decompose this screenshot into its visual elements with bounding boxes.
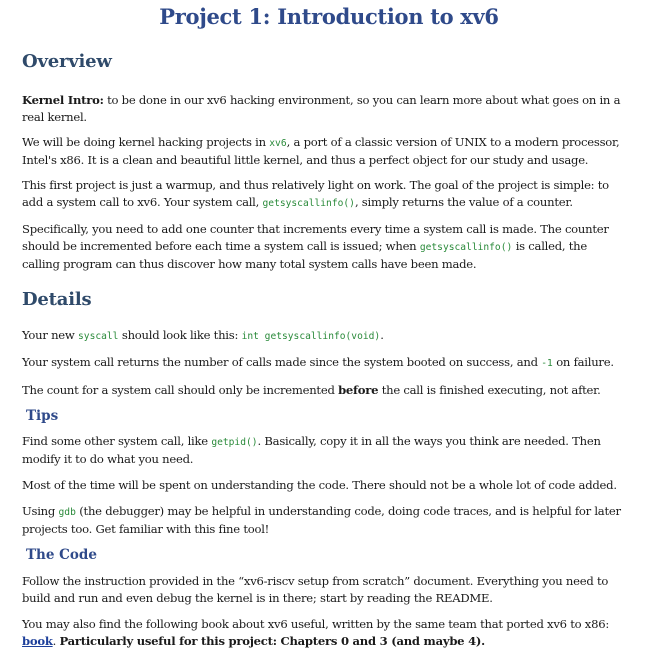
overview-paragraph-4: Specifically, you need to add one counter that increments every time a system call is made. The counter should be incremented before each time a system call is issued; when getsyscallinfo() is called, the calling program can thus discover how many total system calls have been made. [22,222,609,271]
xv6-code: xv6 [269,138,287,149]
syscall-code: syscall [78,331,119,342]
minus-one-code: -1 [541,358,553,369]
getpid-code: getpid() [211,437,258,448]
details-heading: Details [22,289,92,310]
details-paragraph-3: The count for a system call should only be incremented before the call is finished executing, not after. [22,383,601,397]
book-link[interactable]: book [22,634,53,648]
overview-paragraph-2: We will be doing kernel hacking projects in xv6, a port of a classic version of UNIX to a modern processor, Intel's x86. It is a clean and beautiful little kernel, and thus a perfect object for our study and usage. [22,135,620,167]
overview-heading: Overview [22,51,112,72]
chapters-note: Particularly useful for this project: Chapters 0 and 3 (and maybe 4). [59,634,485,648]
tips-heading: Tips [26,408,59,424]
gdb-code: gdb [58,507,76,518]
code-paragraph-1: Follow the instruction provided in the “xv6-riscv setup from scratch” document. Everything you need to build and run and even debug the kernel is in there; start by reading the README. [22,574,609,605]
overview-paragraph-3: This first project is just a warmup, and thus relatively light on work. The goal of the project is simple: to add a system call to xv6. Your system call, getsyscallinfo(), simply returns the value of a counter. [22,178,609,209]
kernel-intro-label: Kernel Intro: [22,93,104,107]
signature-code: int getsyscallinfo(void) [241,331,381,342]
getsyscallinfo-code: getsyscallinfo() [419,242,513,253]
tips-paragraph-2: Most of the time will be spent on understanding the code. There should not be a whole lot of code added. [22,478,617,492]
overview-paragraph-1: Kernel Intro: to be done in our xv6 hacking environment, so you can learn more about what goes on in a real kernel. [22,93,621,124]
tips-paragraph-1: Find some other system call, like getpid(). Basically, copy it in all the ways you think are needed. Then modify it to do what you need. [22,434,601,466]
tips-paragraph-3: Using gdb (the debugger) may be helpful in understanding code, doing code traces, and is helpful for later projects too. Get familiar with this fine tool! [22,504,621,536]
details-paragraph-1: Your new syscall should look like this: int getsyscallinfo(void). [22,328,384,342]
page-title: Project 1: Introduction to xv6 [159,4,499,29]
code-paragraph-2: You may also find the following book about xv6 useful, written by the same team that ported xv6 to x86: book. Particularly useful for this project: Chapters 0 and 3 (and maybe 4). [22,617,609,648]
the-code-heading: The Code [26,547,97,563]
details-paragraph-2: Your system call returns the number of calls made since the system booted on success, and -1 on failure. [22,355,614,369]
before-emphasis: before [338,383,379,397]
getsyscallinfo-code: getsyscallinfo() [262,198,355,209]
